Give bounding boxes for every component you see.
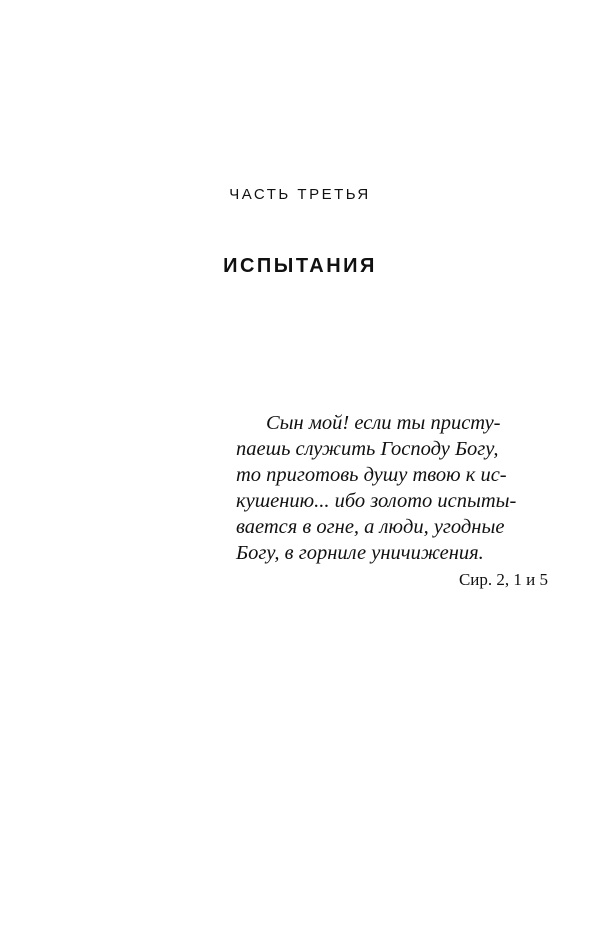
- epigraph-line: вается в огне, а люди, угодные: [236, 516, 505, 538]
- epigraph-line: кушению... ибо золото испыты-: [236, 490, 517, 512]
- epigraph-line: то приготовь душу твою к ис-: [236, 464, 507, 486]
- part-title: ИСПЫТАНИЯ: [223, 255, 377, 277]
- epigraph-line: Богу, в горниле уничижения.: [236, 542, 484, 564]
- epigraph: [236, 410, 548, 592]
- part-label: ЧАСТЬ ТРЕТЬЯ: [229, 186, 371, 203]
- epigraph-line: Сын мой! если ты присту-: [266, 412, 501, 434]
- epigraph-source: Сир. 2, 1 и 5: [458, 570, 548, 589]
- epigraph-line: паешь служить Господу Богу,: [236, 438, 499, 460]
